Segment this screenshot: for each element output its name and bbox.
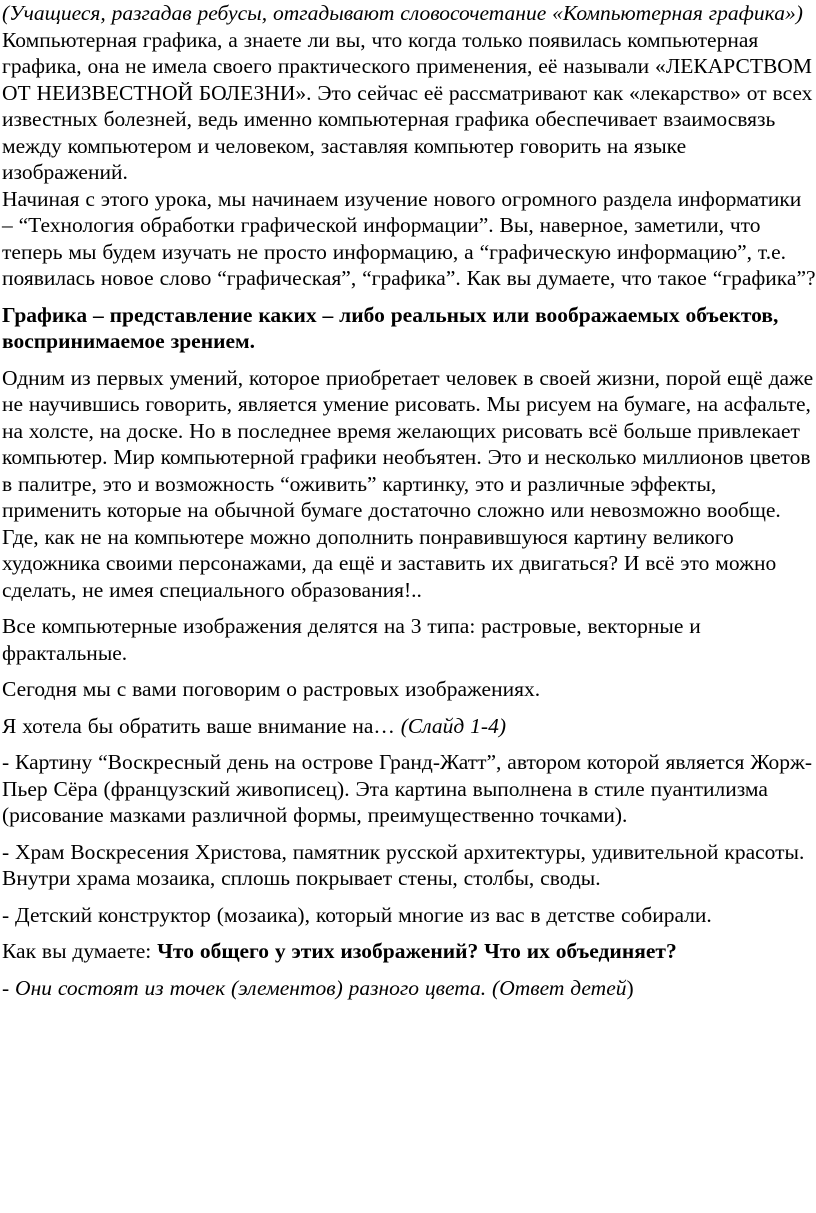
paragraph-lesson-intro: Начиная с этого урока, мы начинаем изучение нового огромного раздела информатики – “Технология обработки графической информации”. Вы, наверное, заметили, что теперь мы будем изучать не просто информацию, а “графическую информацию”, т.е. появилась новое слово “графическая”, “графика”. Как вы думаете, что такое “графика”? (2, 186, 816, 290)
slides-text: Я хотела бы обратить ваше внимание на… (2, 713, 401, 738)
paragraph-image-types: Все компьютерные изображения делятся на 3 типа: растровые, векторные и фрактальные. (2, 614, 701, 665)
paragraph-drawing: Одним из первых умений, которое приобретает человек в своей жизни, порой ещё даже не научившись говорить, является умение рисовать. Мы рисуем на бумаге, на асфальте, на холсте, на доске. Но в последнее время желающих рисовать всё больше привлекает компьютер. Мир компьютерной графики необъятен. Это и несколько миллионов цветов в палитре, это и возможность “оживить” картинку, это и различные эффекты, применить которые на обычной бумаге достаточно сложно или невозможно вообще. Где, как не на компьютере можно дополнить понравившуюся картину великого художника своими персонажами, да ещё и заставить их двигаться? И всё это можно сделать, не имея специального образования!.. (2, 365, 814, 602)
question-bold: Что общего у этих изображений? Что их объединяет? (157, 939, 677, 963)
answer-dash: - (2, 975, 16, 1000)
slides-reference: (Слайд 1-4) (400, 713, 506, 738)
paragraph-slides (2, 713, 816, 740)
answer-line (2, 975, 816, 1002)
answer-text: Они состоят из точек (элементов) разного цвета. (Ответ детей (15, 975, 627, 1000)
paragraph-raster-topic: Сегодня мы с вами поговорим о растровых изображениях. (2, 677, 541, 701)
list-item-constructor: - Детский конструктор (мозаика), который многие из вас в детстве собирали. (2, 902, 712, 927)
answer-close: ) (626, 975, 634, 1000)
intro-note: (Учащиеся, разгадав ребусы, отгадывают словосочетание «Компьютерная графика») (2, 1, 803, 25)
question-line (2, 938, 816, 965)
paragraph-history: Компьютерная графика, а знаете ли вы, что когда только появилась компьютерная графика, она не имела своего практического применения, её называли «ЛЕКАРСТВОМ ОТ НЕИЗВЕСТНОЙ БОЛЕЗНИ». Это сейчас её рассматривают как «лекарство» от всех известных болезней, ведь именно компьютерная графика обеспечивает взаимосвязь между компьютером и человеком, заставляя компьютер говорить на языке изображений. (2, 27, 813, 184)
question-lead: Как вы думаете: (2, 939, 158, 963)
list-item-painting: - Картину “Воскресный день на острове Гранд-Жатт”, автором которой является Жорж-Пьер Сёра (французский живописец). Эта картина выполнена в стиле пуантилизма (рисование мазками различной формы, преимущественно точками). (2, 750, 813, 827)
definition-graphics: Графика – представление каких – либо реальных или воображаемых объектов, воспринимаемое зрением. (2, 302, 779, 353)
list-item-temple: - Храм Воскресения Христова, памятник русской архитектуры, удивительной красоты. Внутри храма мозаика, сплошь покрывает стены, столбы, своды. (2, 839, 805, 890)
